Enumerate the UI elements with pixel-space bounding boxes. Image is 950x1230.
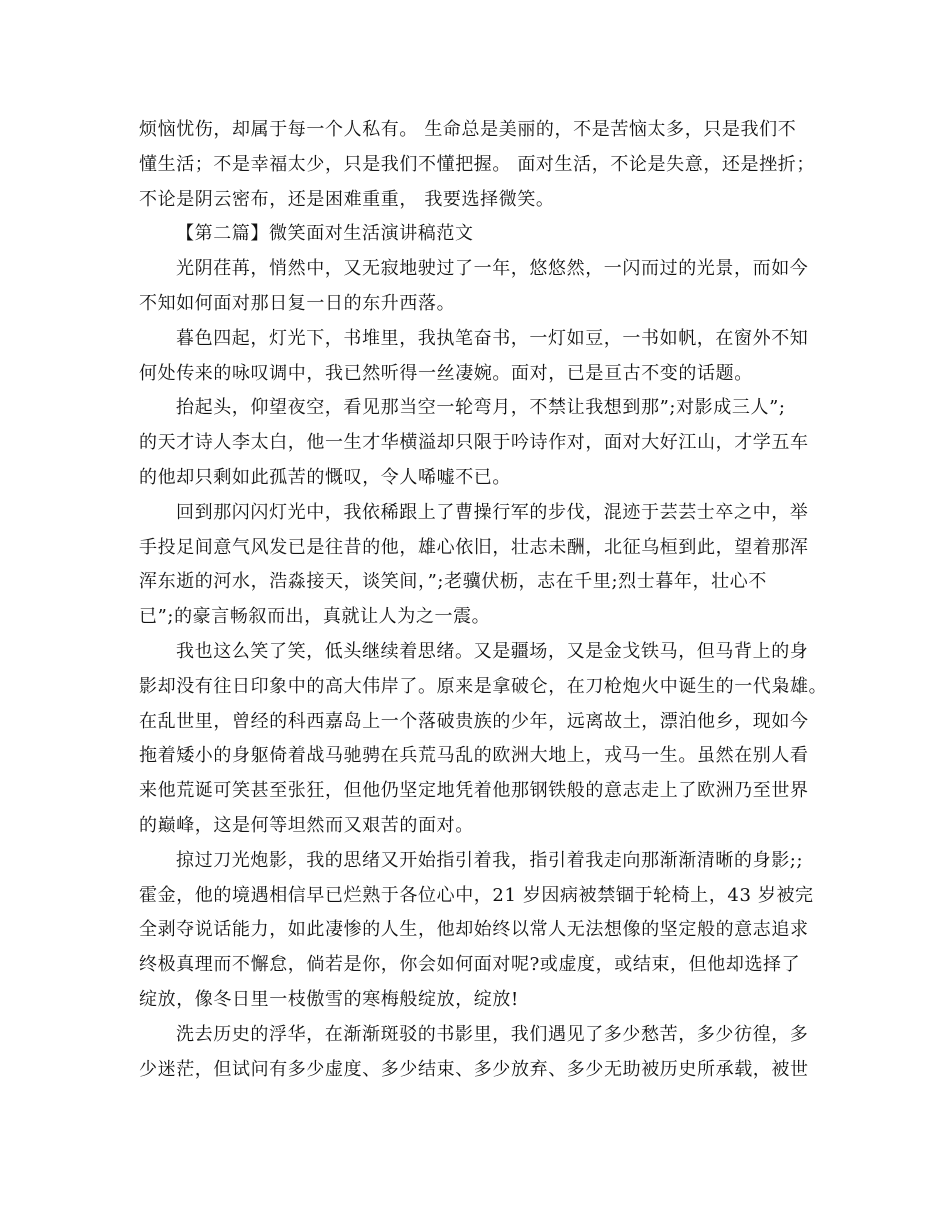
text-line: 掠过刀光炮影，我的思绪又开始指引着我，指引着我走向那渐渐清晰的身影;; (176, 849, 804, 871)
paragraph (139, 391, 819, 495)
text-line: 不知如何面对那日复一日的东升西落。 (139, 292, 456, 314)
section-heading-text: 【第二篇】微笑面对生活演讲稿范文 (176, 223, 474, 245)
paragraph (139, 252, 819, 322)
text-line: 的天才诗人李太白，他一生才华横溢却只限于吟诗作对，面对大好江山，才学五车 (139, 432, 809, 454)
paragraph-continuation (139, 113, 819, 217)
paragraph (139, 1018, 819, 1088)
text-line: 洗去历史的浮华，在渐渐斑驳的书影里，我们遇见了多少愁苦，多少彷徨，多 (176, 1023, 809, 1045)
document-body (139, 113, 828, 1087)
text-line: 已”;的豪言畅叙而出，真就让人为之一震。 (139, 606, 491, 628)
text-line: 绽放，像冬日里一枝傲雪的寒梅般绽放，绽放! (139, 988, 519, 1010)
text-line: 懂生活；不是幸福太少，只是我们不懂把握。 面对生活，不论是失意，还是挫折； (139, 153, 815, 175)
text-line: 少迷茫，但试问有多少虚度、多少结束、多少放弃、多少无助被历史所承载，被世 (139, 1058, 809, 1080)
text-line: 浑东逝的河水，浩淼接天，谈笑间，”;老骥伏枥，志在千里;烈士暮年，壮心不 (139, 571, 767, 593)
text-line: 拖着矮小的身躯倚着战马驰骋在兵荒马乱的欧洲大地上，戎马一生。虽然在别人看 (139, 745, 809, 767)
paragraph (139, 844, 819, 1018)
text-line: 不论是阴云密布，还是困难重重， 我要选择微笑。 (139, 188, 555, 210)
text-line: 来他荒诞可笑甚至张狂，但他仍坚定地凭着他那钢铁般的意志走上了欧洲乃至世界 (139, 780, 809, 802)
text-line: 抬起头，仰望夜空，看见那当空一轮弯月，不禁让我想到那”;对影成三人”; (176, 397, 786, 419)
text-line: 影却没有往日印象中的高大伟岸了。原来是拿破仑，在刀枪炮火中诞生的一代枭雄。 (139, 675, 828, 697)
paragraph (139, 496, 819, 635)
text-line: 回到那闪闪灯光中，我依稀跟上了曹操行军的步伐，混迹于芸芸士卒之中，举 (176, 501, 809, 523)
text-line: 终极真理而不懈怠，倘若是你，你会如何面对呢?或虚度，或结束，但他却选择了 (139, 954, 801, 976)
text-line: 暮色四起，灯光下，书堆里，我执笔奋书，一灯如豆，一书如帆，在窗外不知 (176, 327, 809, 349)
section-heading (139, 217, 819, 252)
text-line: 霍金，他的境遇相信早已烂熟于各位心中，21 岁因病被禁锢于轮椅上，43 岁被完 (139, 884, 814, 906)
text-line: 全剥夺说话能力，如此凄惨的人生，他却始终以常人无法想像的坚定般的意志追求 (139, 919, 809, 941)
text-line: 我也这么笑了笑，低头继续着思绪。又是疆场，又是金戈铁马，但马背上的身 (176, 640, 809, 662)
paragraph (139, 635, 828, 844)
text-line: 手投足间意气风发已是往昔的他，雄心依旧，壮志未酬，北征乌桓到此，望着那浑 (139, 536, 809, 558)
text-line: 光阴荏苒，悄然中，又无寂地驶过了一年，悠悠然，一闪而过的光景，而如今 (176, 258, 809, 280)
text-line: 的巅峰，这是何等坦然而又艰苦的面对。 (139, 814, 474, 836)
text-line: 在乱世里，曾经的科西嘉岛上一个落破贵族的少年，远离故土，漂泊他乡，现如今 (139, 710, 809, 732)
paragraph (139, 322, 819, 392)
text-line: 的他却只剩如此孤苦的慨叹，令人唏嘘不已。 (139, 466, 511, 488)
text-line: 烦恼忧伤，却属于每一个人私有。 生命总是美丽的，不是苦恼太多，只是我们不 (139, 119, 797, 140)
text-line: 何处传来的咏叹调中，我已然听得一丝凄婉。面对，已是亘古不变的话题。 (139, 362, 753, 384)
